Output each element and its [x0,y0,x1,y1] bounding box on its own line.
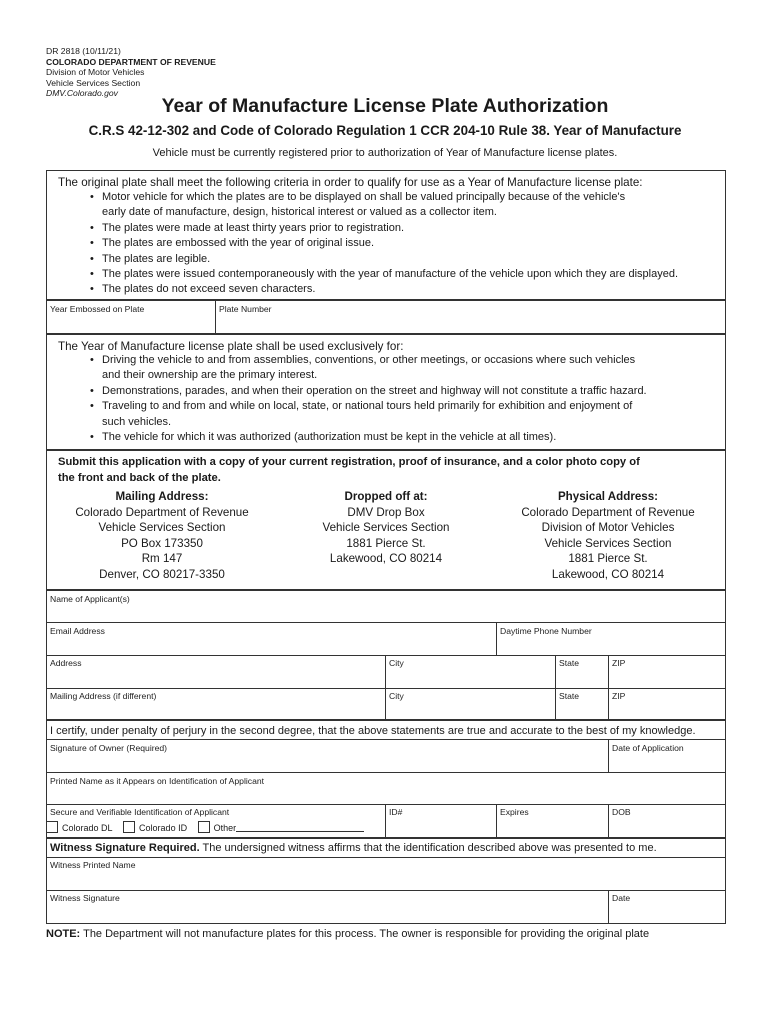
mailing-line: Rm 147 [141,552,183,565]
list-item: early date of manufacture, design, historical interest or valued as a collector item. [102,206,497,219]
submit-instructions [58,455,718,486]
criteria-list [88,190,678,298]
address-field[interactable]: Address [50,658,82,668]
usage-intro: The Year of Manufacture license plate shall be used exclusively for: [58,340,404,353]
submit-line-2: the front and back of the plate. [58,471,221,484]
witness-affirmation: The undersigned witness affirms that the identification described above was presented to me. [202,842,657,854]
department-name: COLORADO DEPARTMENT OF REVENUE [46,56,216,67]
application-date-field[interactable]: Date of Application [612,743,684,753]
year-embossed-field[interactable]: Year Embossed on Plate [50,304,145,314]
dob-field[interactable]: DOB [612,807,631,817]
mailing-heading: Mailing Address: [115,490,209,503]
final-note [46,928,649,940]
phone-field[interactable]: Daytime Phone Number [500,626,592,636]
plate-fields-row [46,300,726,334]
witness-required-label: Witness Signature Required. [50,842,200,854]
list-item: • The plates do not exceed seven characters. [88,282,678,297]
city-field[interactable]: City [389,658,404,668]
expires-field[interactable]: Expires [500,807,529,817]
list-item: • The plates are embossed with the year of original issue. [88,236,678,251]
mailing-city-field[interactable]: City [389,691,404,701]
mailing-zip-field[interactable]: ZIP [612,691,626,701]
zip-field[interactable]: ZIP [612,658,626,668]
note-text: The Department will not manufacture plates for this process. The owner is responsible for providing the original plate [83,928,650,940]
state-field[interactable]: State [559,658,580,668]
mailing-line: PO Box 173350 [121,536,203,550]
list-item: • Driving the vehicle to and from assemblies, conventions, or other meetings, or occasions where such vehicles [88,353,647,368]
other-label: Other [213,823,237,833]
printed-name-field[interactable]: Printed Name as it Appears on Identification of Applicant [50,776,265,786]
certification-statement: I certify, under penalty of perjury in the second degree, that the above statements are true and accurate to the best of my knowledge. [50,725,696,737]
physical-line: Lakewood, CO 80214 [551,567,665,581]
witness-printed-name-field[interactable]: Witness Printed Name [50,860,136,870]
form-header [46,46,216,99]
list-item: • Traveling to and from and while on local, state, or national tours held primarily for exhibition and enjoyment of [88,399,647,414]
form-id: DR 2818 (10/11/21) [46,46,121,56]
colorado-dl-label: Colorado DL [62,823,113,833]
note-label: NOTE: [46,928,81,940]
dropoff-address [286,489,486,567]
checkbox[interactable] [123,821,135,833]
page-subtitle: C.R.S 42-12-302 and Code of Colorado Regulation 1 CCR 204-10 Rule 38. Year of Manufacture [88,123,682,138]
physical-address [498,489,718,582]
list-item: • The plates were made at least thirty years prior to registration. [88,221,678,236]
checkbox[interactable] [46,821,58,833]
website-link[interactable]: DMV.Colorado.gov [46,88,118,99]
list-item: such vehicles. [102,415,172,428]
witness-date-field[interactable]: Date [612,893,631,903]
physical-line: Colorado Department of Revenue [521,505,695,519]
identification-label: Secure and Verifiable Identification of Applicant [50,807,230,817]
list-item: • The vehicle for which it was authorized (authorization must be kept in the vehicle at all times). [88,430,647,445]
other-option[interactable] [198,823,365,833]
other-text-field[interactable] [236,822,364,832]
witness-requirement [50,842,657,854]
checkbox[interactable] [198,821,210,833]
physical-line: Division of Motor Vehicles [541,521,675,534]
physical-line: 1881 Pierce St. [568,552,648,565]
id-type-options [46,821,372,833]
list-item: and their ownership are the primary interest. [102,369,318,382]
dropoff-line: DMV Drop Box [347,505,425,519]
email-field[interactable]: Email Address [50,626,105,636]
id-number-field[interactable]: ID# [389,807,403,817]
dropoff-heading: Dropped off at: [344,490,428,503]
colorado-dl-option[interactable] [46,823,113,833]
owner-signature-field[interactable]: Signature of Owner (Required) [50,743,168,753]
mailing-line: Vehicle Services Section [98,521,226,534]
witness-signature-field[interactable]: Witness Signature [50,893,120,903]
mailing-address-field[interactable]: Mailing Address (if different) [50,691,157,701]
mailing-state-field[interactable]: State [559,691,580,701]
applicant-name-field[interactable]: Name of Applicant(s) [50,594,130,604]
usage-list [88,353,647,445]
plate-number-field[interactable]: Plate Number [219,304,272,314]
mailing-line: Denver, CO 80217-3350 [99,567,225,581]
submit-line-1: Submit this application with a copy of your current registration, proof of insurance, and a color photo copy of [58,456,640,468]
list-item: • Demonstrations, parades, and when their operation on the street and highway will not constitute a traffic hazard. [88,384,647,399]
criteria-intro: The original plate shall meet the following criteria in order to qualify for use as a Year of Manufacture license plate: [58,176,643,189]
mailing-line: Colorado Department of Revenue [75,505,249,519]
colorado-id-option[interactable] [123,823,187,833]
page-title: Year of Manufacture License Plate Authorization [161,95,609,117]
list-item: • The plates are legible. [88,252,678,267]
registration-note: Vehicle must be currently registered prior to authorization of Year of Manufacture license plates. [152,147,618,159]
mailing-address [52,489,272,582]
list-item: • Motor vehicle for which the plates are to be displayed on shall be valued principally because of the vehicle's [88,190,678,205]
division-name: Division of Motor Vehicles [46,67,145,78]
list-item: • The plates were issued contemporaneously with the year of manufacture of the vehicle upon which they are displayed. [88,267,678,282]
section-name: Vehicle Services Section [46,77,141,88]
colorado-id-label: Colorado ID [139,823,188,833]
dropoff-line: Vehicle Services Section [322,521,450,534]
dropoff-line: 1881 Pierce St. [346,536,426,550]
dropoff-line: Lakewood, CO 80214 [329,552,443,565]
physical-line: Vehicle Services Section [544,536,672,550]
physical-heading: Physical Address: [557,490,659,503]
